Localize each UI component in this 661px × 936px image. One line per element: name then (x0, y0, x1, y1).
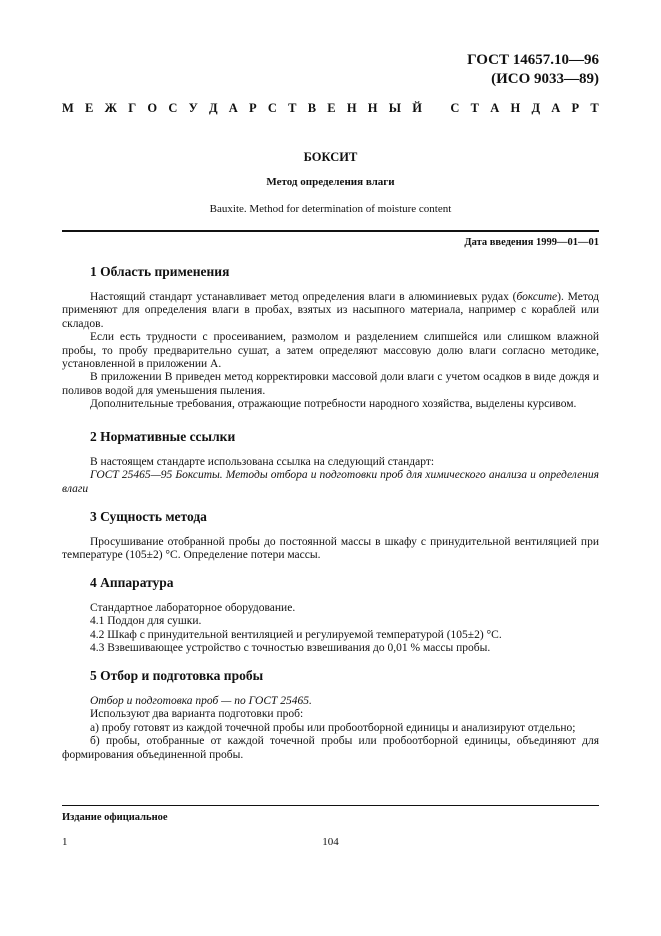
banner-letter: Т (590, 101, 599, 115)
section-2-body (62, 456, 599, 496)
banner-letter: Д (531, 101, 541, 115)
banner-gap (433, 101, 439, 116)
section-4-paragraph-1: Стандартное лабораторное оборудование. (90, 602, 296, 614)
section-3-heading: 3 Сущность метода (90, 509, 207, 524)
section-1-paragraph-3: В приложении В приведен метод корректировки массовой доли влаги с учетом осадков в виде дождя и поливов водой для уменьшения пыления. (62, 371, 599, 397)
section-2-paragraph-1: В настоящем стандарте использована ссылка на следующий стандарт: (90, 456, 435, 468)
banner-letter: Е (85, 101, 94, 115)
section-1-paragraph-2: Если есть трудности с просеиванием, размолом и разделением слипшейся или слишком влажной пробы, то пробу предварительно сушат, а затем определяют массовую долю влаги согласно методике, установленной в приложении А. (62, 331, 599, 371)
section-5-list-item-b: б) пробы, отобранные от каждой точечной пробы или пробоотборной единицы, объединяют для формирования объединенной пробы. (62, 735, 599, 761)
section-1-paragraph-4: Дополнительные требования, отражающие потребности народного хозяйства, выделены курсивом. (90, 398, 577, 411)
banner-letter: Т (470, 101, 480, 115)
section-1-paragraph-1: Настоящий стандарт устанавливает метод определения влаги в алюминиевых рудах (боксите). Метод применяют для определения влаги в пробах, взятых из насыпного материала, например с кораблей или складов. (62, 291, 599, 330)
banner-letter: С (168, 101, 178, 115)
section-3-paragraph-1: Просушивание отобранной пробы до постоянной массы в шкафу с принудительной вентиляцией при температуре (105±2) °С. Определение потери массы. (62, 536, 599, 562)
banner-letter: А (228, 101, 238, 115)
footer-divider (62, 805, 599, 806)
section-1-heading: 1 Область применения (90, 264, 230, 279)
section-4-item-3: 4.3 Взвешивающее устройство с точностью взвешивания до 0,01 % массы пробы. (90, 642, 491, 655)
document-title: БОКСИТ (303, 150, 358, 164)
section-4-item-1: 4.1 Поддон для сушки. (90, 615, 202, 628)
section-1-body (62, 291, 599, 412)
banner-letter: Р (249, 101, 257, 115)
banner-letter: М (62, 101, 74, 115)
banner-letter: Й (412, 101, 422, 115)
banner-letter: Н (346, 101, 357, 115)
section-5-paragraph-1: Отбор и подготовка проб — по ГОСТ 25465. (90, 695, 312, 707)
banner-letter: С (450, 101, 460, 115)
section-5-body (62, 695, 599, 762)
english-title: Bauxite. Method for determination of moisture content (209, 203, 452, 215)
banner-letter: А (551, 101, 561, 115)
banner-letter: Н (367, 101, 378, 115)
page-number: 104 (322, 836, 339, 848)
section-2-reference: ГОСТ 25465—95 Бокситы. Методы отбора и подготовки проб для химического анализа и определения влаги (62, 469, 599, 495)
banner-letter: Т (288, 101, 297, 115)
section-5-list-item-a: а) пробу готовят из каждой точечной пробы или пробоотборной единицы и анализируют отдельно; (90, 721, 576, 734)
banner-letter: О (147, 101, 158, 115)
divider-thick (62, 230, 599, 232)
banner-letter: Н (510, 101, 521, 115)
banner-letter: Ж (104, 101, 117, 115)
standard-type-banner (62, 101, 599, 116)
banner-letter: А (490, 101, 500, 115)
banner-letter: С (267, 101, 277, 115)
section-number: 1 (62, 836, 68, 848)
introduction-date: Дата введения 1999—01—01 (464, 237, 599, 248)
method-title: Метод определения влаги (266, 176, 395, 188)
iso-code: (ИСО 9033—89) (491, 71, 599, 87)
banner-letter: Р (571, 101, 580, 115)
section-5-heading: 5 Отбор и подготовка пробы (90, 668, 264, 683)
section-5-paragraph-2: Используют два варианта подготовки проб: (90, 708, 304, 721)
banner-letter: У (188, 101, 198, 115)
section-2-heading: 2 Нормативные ссылки (90, 429, 236, 444)
banner-letter: Ы (388, 101, 402, 115)
banner-letter: Д (208, 101, 218, 115)
section-4-item-2: 4.2 Шкаф с принудительной вентиляцией и регулируемой температурой (105±2) °С. (90, 628, 502, 641)
banner-letter: В (307, 101, 317, 115)
banner-letter: Г (128, 101, 137, 115)
section-4-heading: 4 Аппаратура (90, 575, 174, 590)
section-3-body (62, 536, 599, 563)
document-code: ГОСТ 14657.10—96 (467, 52, 599, 68)
banner-letter: Е (327, 101, 336, 115)
official-edition-label: Издание официальное (62, 812, 168, 823)
section-4-body (62, 602, 599, 656)
